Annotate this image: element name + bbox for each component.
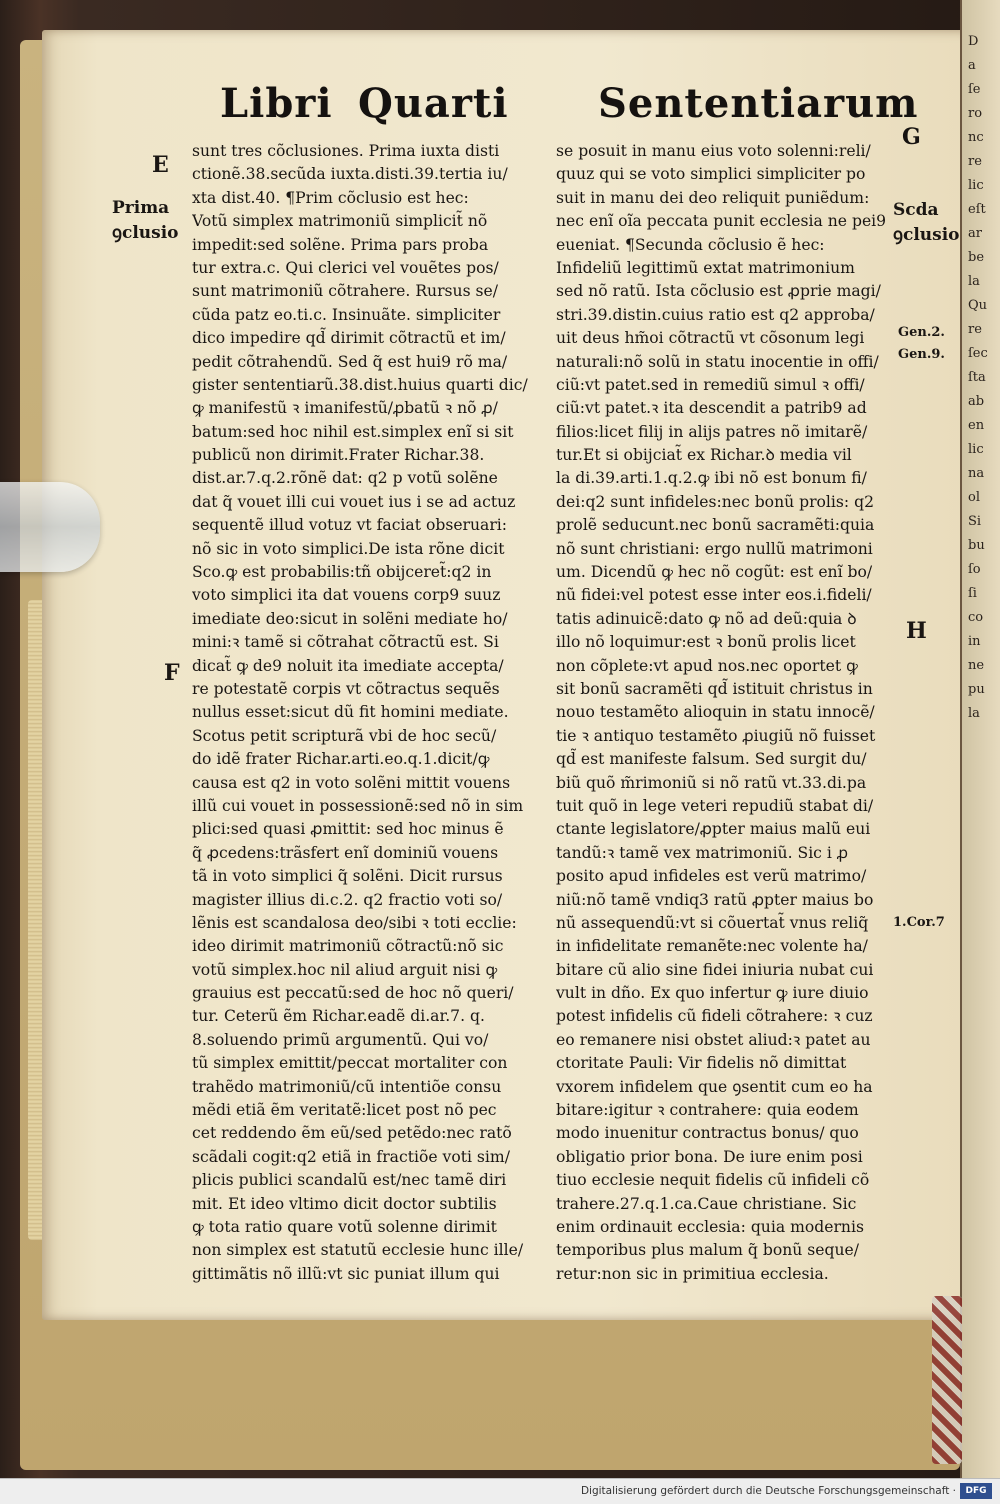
left-line: causa est q2 in voto solẽni mittit vouens <box>192 773 511 792</box>
left-line: q̃ ꝓcedens:trãsfert enĩ dominiũ vouens <box>192 843 499 862</box>
margin-ref-cor7: 1.Cor.7 <box>893 915 945 930</box>
left-line: dat q̃ vouet illi cui vouet ius i se ad actuz <box>192 492 516 511</box>
left-line: non simplex est statutũ ecclesie hunc ille/ <box>192 1241 524 1260</box>
left-line: sunt tres cõclusiones. Prima iuxta disti <box>192 142 500 160</box>
right-line: ctante legislatore/ꝓpter maius malũ eui <box>556 820 871 839</box>
right-line: eueniat. ¶Secunda cõclusio ẽ hec: <box>556 235 825 254</box>
running-head <box>220 80 919 136</box>
next-page-fragment: D <box>968 34 979 49</box>
right-line: prolẽ seducunt.nec bonũ sacramẽti:quia <box>556 516 875 535</box>
right-line: retur:non sic in primitiua ecclesia. <box>556 1264 829 1283</box>
left-line: ctionẽ.38.secũda iuxta.disti.39.tertia iu/ <box>192 165 508 184</box>
right-line: eo remanere nisi obstet aliud:ꝛ patet au <box>556 1030 871 1049</box>
right-line: dei:q2 sunt infideles:nec bonũ prolis: q2 <box>556 492 875 511</box>
left-line: 8.soluendo primũ argumentũ. Qui vo/ <box>192 1030 489 1049</box>
right-line: qd̃ est manifeste falsum. Sed surgit du/ <box>556 750 867 769</box>
left-line: Sco.ꝙ est probabilis:tñ obijceret̃:q2 in <box>192 563 492 582</box>
left-line: dist.ar.7.q.2.rõnẽ dat: q2 p votũ solẽne <box>192 469 498 488</box>
left-line: plici:sed quasi ꝓmittit: sed hoc minus ẽ <box>192 820 504 839</box>
next-page-fragment: ſe <box>968 82 981 97</box>
right-line: nec enĩ oĩa peccata punit ecclesia ne pei9 <box>556 212 887 231</box>
left-line: lẽnis est scandalosa deo/sibi ꝛ toti ecclie: <box>192 913 517 932</box>
left-line: sequentẽ illud votuz vt faciat obseruari: <box>192 516 508 535</box>
right-line: nũ fidei:vel potest esse inter eos.i.fideli/ <box>556 586 872 605</box>
right-line: tatis adinuicẽ:dato ꝙ nõ ad deũ:quia ꝺ <box>556 609 857 628</box>
left-line: nullus esset:sicut dũ fit homini mediate. <box>192 703 509 722</box>
right-line: tandũ:ꝛ tamẽ vex matrimoniũ. Sic i ꝓ <box>556 843 848 862</box>
text-column-left <box>192 140 552 1286</box>
right-line: tuit quõ in lege veteri repudiũ stabat di/ <box>556 796 874 815</box>
right-line: enim ordinauit ecclesia: quia modernis <box>556 1217 864 1236</box>
next-page-fragment: Qu <box>968 298 988 313</box>
signature-mark: G <box>902 124 921 150</box>
next-page-fragment: ſta <box>968 370 986 385</box>
right-line: uit deus hm̃oi cõtractũ vt cõsonum legi <box>556 329 865 348</box>
left-line: cũda patz eo.ti.c. Insinuãte. simpliciter <box>192 305 501 324</box>
next-page-fragment: ſec <box>968 346 988 361</box>
right-line: nõ sunt christiani: ergo nullũ matrimoni <box>556 539 873 558</box>
right-line: quuz qui se voto simplici simpliciter po <box>556 165 866 184</box>
next-page-fragment: re <box>968 154 982 169</box>
right-line: ciũ:vt patet.ꝛ ita descendit a patrib9 ad <box>556 399 867 418</box>
footer-bar <box>0 1478 1000 1504</box>
left-line: trahẽdo matrimoniũ/cũ intentiõe consu <box>192 1077 502 1096</box>
right-line: ctoritate Pauli: Vir fidelis nõ dimittat <box>556 1054 847 1073</box>
funding-note: Digitalisierung gefördert durch die Deutsche Forschungsgemeinschaft · <box>580 1485 956 1497</box>
margin-prima-line1: Prima <box>112 198 170 218</box>
next-page-fragment: na <box>968 466 985 481</box>
left-line: sunt matrimoniũ cõtrahere. Rursus se/ <box>192 282 499 301</box>
right-line: nouo testamẽto alioquin in statu innocẽ/ <box>556 703 875 722</box>
right-line: sit bonũ sacramẽti qd̃ istituit christus in <box>556 679 873 698</box>
left-line: grauius est peccatũ:sed de hoc nõ queri/ <box>192 984 514 1003</box>
next-page-fragment: en <box>968 418 985 433</box>
right-line: bitare:igitur ꝛ contrahere: quia eodem <box>556 1101 859 1120</box>
right-line: tiuo ecclesie nequit fidelis cũ infideli cõ <box>556 1171 870 1190</box>
next-page-fragment: ar <box>968 226 982 241</box>
left-line: imediate deo:sicut in solẽni mediate ho/ <box>192 609 508 628</box>
next-page-fragment: co <box>968 610 984 625</box>
right-line: posito apud infideles est verũ matrimo/ <box>556 867 867 886</box>
right-line: se posuit in manu eius voto solenni:reli/ <box>556 142 871 160</box>
right-line: stri.39.distin.cuius ratio est q2 approba/ <box>556 305 875 324</box>
next-page-fragment: nc <box>968 130 984 145</box>
right-line: Infideliũ legittimũ extat matrimonium <box>556 258 855 277</box>
left-line: ideo dirimit matrimoniũ cõtractũ:nõ sic <box>192 937 504 956</box>
left-line: mẽdi etiã ẽm veritatẽ:licet post nõ pec <box>192 1101 497 1120</box>
right-line: modo inuenitur contractus bonus/ quo <box>556 1124 859 1143</box>
left-line: mit. Et ideo vltimo dicit doctor subtilis <box>192 1194 497 1213</box>
page-clip <box>0 482 100 572</box>
left-line: tũ simplex emittit/peccat mortaliter con <box>192 1054 508 1073</box>
margin-letter-e: E <box>152 152 169 178</box>
next-page-edge <box>960 0 1000 1478</box>
dfg-logo: DFG <box>960 1483 992 1499</box>
next-page-fragment: in <box>968 634 981 649</box>
right-line: illo nõ loquimur:est ꝛ bonũ prolis licet <box>556 633 856 652</box>
left-line: illũ cui vouet in possessionẽ:sed nõ in sim <box>192 796 524 815</box>
right-line: la di.39.arti.1.q.2.ꝙ ibi nõ est bonum fi/ <box>556 469 867 488</box>
right-line: biũ quõ m̃rimoniũ si nõ ratũ vt.33.di.pa <box>556 773 867 792</box>
right-line: vult in dño. Ex quo infertur ꝙ iure diuio <box>556 984 869 1003</box>
next-page-fragment: pu <box>968 682 985 697</box>
next-page-fragment: re <box>968 322 982 337</box>
left-line: nõ sic in voto simplici.De ista rõne dicit <box>192 539 505 558</box>
right-line: niũ:nõ tamẽ vndiq3 ratũ ꝓpter maius bo <box>556 890 874 909</box>
right-line: potest infidelis cũ fideli cõtrahere: ꝛ cuz <box>556 1007 873 1026</box>
margin-ref-gen9: Gen.9. <box>898 347 945 362</box>
right-line: non cõplete:vt apud nos.nec oportet ꝙ <box>556 656 858 675</box>
right-line: bitare cũ alio sine fidei iniuria nubat cui <box>556 960 874 979</box>
text-column-right <box>556 140 906 1286</box>
next-page-fragment: ſo <box>968 562 981 577</box>
next-page-fragment: be <box>968 250 985 265</box>
next-page-fragment: ſi <box>968 586 977 601</box>
next-page-fragment: lic <box>968 178 984 193</box>
right-line: suit in manu dei deo reliquit puniẽdum: <box>556 188 870 207</box>
right-line: tie ꝛ antiquo testamẽto ꝓiugiũ nõ fuisset <box>556 726 876 745</box>
left-line: gittimãtis nõ illũ:vt sic puniat illum qui <box>192 1264 500 1283</box>
left-line: dico impedire qd̃ dirimit cõtractũ et im/ <box>192 329 506 348</box>
margin-ref-gen2: Gen.2. <box>898 325 945 340</box>
right-line: tur.Et si obijciat̃ ex Richar.ꝺ media vil <box>556 446 852 465</box>
left-line: mini:ꝛ tamẽ si cõtrahat cõtractũ est. Si <box>192 633 499 652</box>
next-page-fragment: a <box>968 58 976 73</box>
left-line: publicũ non dirimit.Frater Richar.38. <box>192 446 485 465</box>
left-line: tã in voto simplici q̃ solẽni. Dicit rursus <box>192 867 503 886</box>
right-line: temporibus plus malum q̃ bonũ seque/ <box>556 1241 859 1260</box>
right-line: nũ assequendũ:vt si cõuertat̃ vnus reliq̃ <box>556 913 869 932</box>
left-line: voto simplici ita dat vouens corp9 suuz <box>192 586 501 605</box>
left-line: ꝙ manifestũ ꝛ imanifestũ/ꝓbatũ ꝛ nõ ꝓ/ <box>192 399 498 418</box>
left-line: magister illius di.c.2. q2 fractio voti so/ <box>192 890 503 909</box>
right-line: filios:licet filij in alijs patres nõ imitarẽ/ <box>556 422 868 441</box>
next-page-fragment: ol <box>968 490 980 505</box>
next-page-fragment: ro <box>968 106 983 121</box>
next-page-fragment: lic <box>968 442 984 457</box>
right-line: trahere.27.q.1.ca.Caue christiane. Sic <box>556 1194 857 1213</box>
left-line: ꝙ tota ratio quare votũ solenne dirimit <box>192 1217 497 1236</box>
right-line: vxorem infidelem que ꝯsentit cum eo ha <box>556 1077 873 1096</box>
next-page-fragment: ne <box>968 658 985 673</box>
next-page-fragment: ab <box>968 394 985 409</box>
right-line: naturali:nõ solũ in statu inocentie in offi/ <box>556 352 879 371</box>
left-line: gister sententiarũ.38.dist.huius quarti dic/ <box>192 375 528 394</box>
right-line: obligatio prior bona. De iure enim posi <box>556 1147 863 1166</box>
margin-prima-line2: ꝯclusio <box>112 223 179 243</box>
left-line: xta dist.40. ¶Prim cõclusio est hec: <box>192 188 469 207</box>
right-line: um. Dicendũ ꝙ hec nõ cogũt: est enĩ bo/ <box>556 563 873 582</box>
left-line: tur. Ceterũ ẽm Richar.eadẽ di.ar.7. q. <box>192 1007 485 1026</box>
running-head-sententiarum: Sententiarum <box>598 80 919 127</box>
left-line: impedit:sed solẽne. Prima pars proba <box>192 235 489 254</box>
left-line: cet reddendo ẽm eũ/sed petẽdo:nec ratõ <box>192 1124 512 1143</box>
left-line: plicis publici scandalũ est/nec tamẽ diri <box>192 1171 507 1190</box>
running-head-libri: Libri <box>220 80 333 127</box>
bookmark-ribbon <box>932 1296 962 1464</box>
margin-secunda-line2: ꝯclusio <box>893 225 960 245</box>
margin-secunda-line1: Scda <box>893 200 939 220</box>
right-line: ciũ:vt patet.sed in remediũ simul ꝛ offi/ <box>556 375 865 394</box>
left-line: Votũ simplex matrimoniũ simplicit̃ nõ <box>192 212 488 231</box>
next-page-fragment: Si <box>968 514 982 529</box>
margin-letter-f: F <box>164 660 180 686</box>
right-line: sed nõ ratũ. Ista cõclusio est ꝓprie magi/ <box>556 282 881 301</box>
next-page-fragment: la <box>968 274 980 289</box>
next-page-fragment: bu <box>968 538 985 553</box>
left-line: pedit cõtrahendũ. Sed q̃ est hui9 rõ ma/ <box>192 352 508 371</box>
left-line: re potestatẽ corpis vt cõtractus sequẽs <box>192 679 500 698</box>
next-page-fragment: eſt <box>968 202 986 217</box>
left-line: votũ simplex.hoc nil aliud arguit nisi ꝙ <box>192 960 498 979</box>
left-line: scãdali cogit:q2 etiã in fractiõe voti sim/ <box>192 1147 510 1166</box>
right-line: in infidelitate remanẽte:nec volente ha/ <box>556 937 868 956</box>
next-page-fragments <box>962 0 1000 726</box>
left-line: dicat̃ ꝙ de9 noluit ita imediate accepta/ <box>192 656 504 675</box>
next-page-fragment: la <box>968 706 980 721</box>
running-head-quarti: Quarti <box>358 80 509 127</box>
margin-letter-h: H <box>906 618 927 644</box>
left-line: tur extra.c. Qui clerici vel vouẽtes pos/ <box>192 258 499 277</box>
left-line: Scotus petit scripturã vbi de hoc secũ/ <box>192 726 497 745</box>
left-line: do idẽ frater Richar.arti.eo.q.1.dicit/ꝙ <box>192 750 490 769</box>
left-line: batum:sed hoc nihil est.simplex enĩ si sit <box>192 422 514 441</box>
